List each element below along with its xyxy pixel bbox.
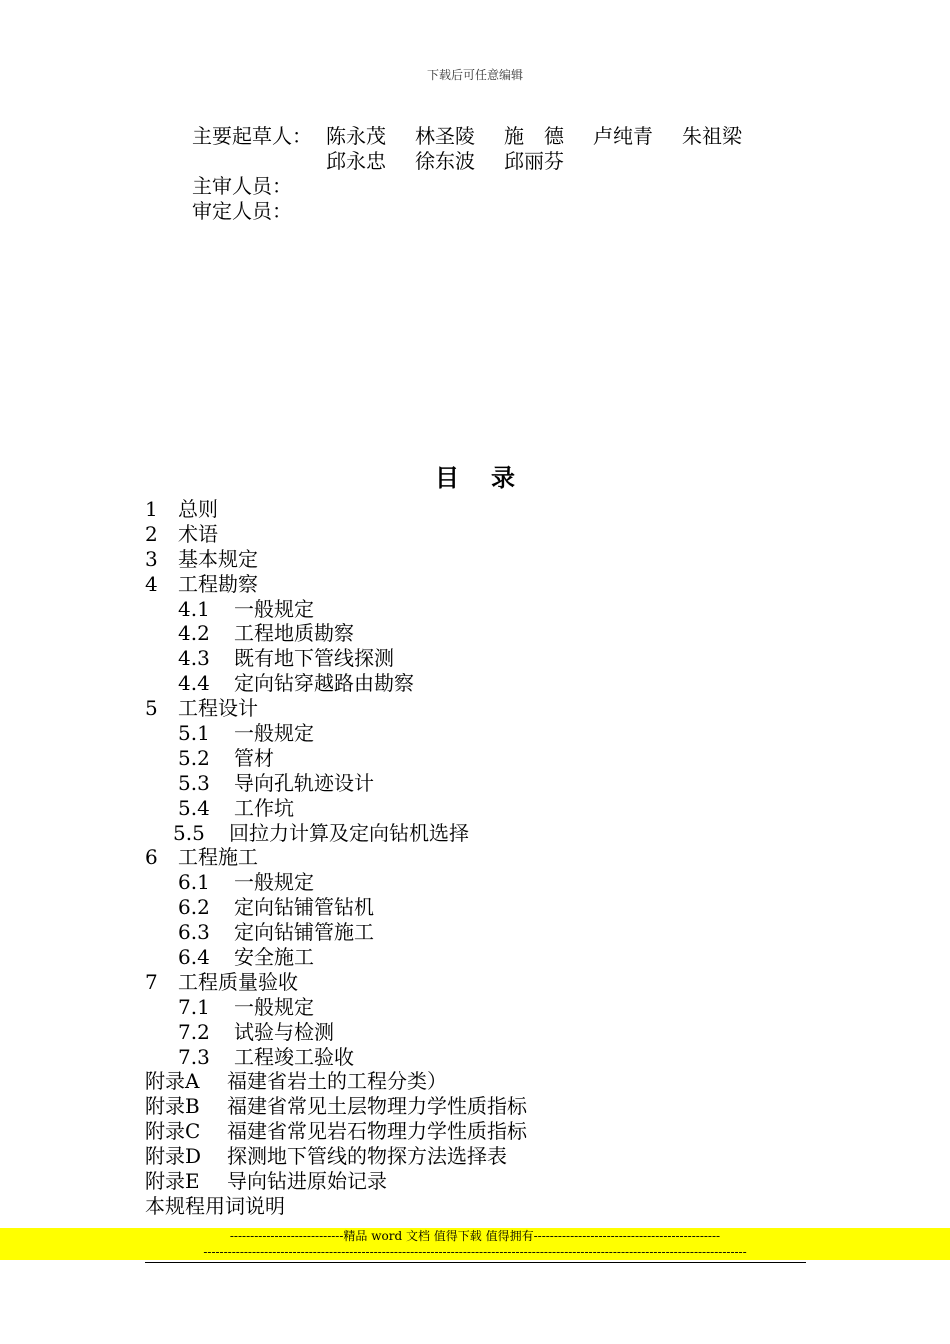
toc-item-label: 一般规定 (234, 870, 314, 895)
toc-subitem[interactable] (145, 646, 527, 671)
toc-item-number: 7.1 (178, 994, 210, 1019)
drafter-name: 林圣陵 (415, 124, 475, 148)
toc-item-number: 附录E (145, 1169, 200, 1194)
drafter-name: 陈永茂 (326, 124, 386, 148)
toc-item-label: 总则 (178, 497, 218, 521)
toc-item-label: 福建省常见岩石物理力学性质指标 (227, 1119, 527, 1144)
toc-item-number: 附录A (145, 1069, 200, 1094)
toc-item-number: 4.3 (178, 646, 210, 671)
toc-subitem[interactable] (145, 821, 527, 846)
toc-item-number: 4.4 (178, 671, 210, 696)
header-note: 下载后可任意编辑 (426, 68, 523, 82)
toc-item-label: 工程施工 (178, 845, 258, 870)
toc-item-number: 1 (145, 497, 158, 521)
toc-appendix[interactable] (145, 1094, 527, 1119)
approver-row (192, 199, 771, 224)
toc-item[interactable] (145, 1194, 527, 1219)
toc-item[interactable] (145, 497, 527, 522)
drafter-name: 徐东波 (415, 149, 475, 173)
reviewer-row (192, 174, 771, 199)
toc-item-number: 附录D (145, 1144, 202, 1169)
toc-item-number: 3 (145, 546, 158, 571)
toc-appendix[interactable] (145, 1069, 527, 1094)
toc-item-label: 本规程用词说明 (145, 1193, 285, 1218)
footer-line-1: ----------------------------精品 word 文档 值得下载 值得拥有---------------------------------------------- (229, 1229, 721, 1243)
toc-item-label: 工作坑 (234, 795, 294, 820)
toc-item-label: 福建省岩土的工程分类） (227, 1069, 447, 1094)
toc-item-label: 一般规定 (234, 721, 314, 746)
toc-item-label: 工程勘察 (178, 571, 258, 596)
toc-appendix[interactable] (145, 1144, 527, 1169)
toc-subitem[interactable] (145, 746, 527, 771)
toc-item-label: 安全施工 (234, 945, 314, 970)
toc-item-label: 定向钻穿越路由勘察 (234, 671, 414, 696)
main-drafters-row (192, 124, 771, 149)
toc-item-number: 5.4 (178, 795, 210, 820)
toc-item-label: 工程质量验收 (178, 969, 298, 994)
toc-item-number: 附录C (145, 1119, 201, 1144)
toc-subitem[interactable] (145, 671, 527, 696)
toc-item-label: 试验与检测 (234, 1019, 334, 1044)
footer-banner (0, 1228, 950, 1260)
toc-item-label: 工程竣工验收 (234, 1044, 354, 1069)
toc-item-label: 探测地下管线的物探方法选择表 (227, 1144, 507, 1169)
toc-item-label: 管材 (234, 745, 274, 770)
main-drafters-label: 主要起草人： (192, 124, 312, 148)
toc-item-number: 7.2 (178, 1019, 210, 1044)
toc-item-label: 一般规定 (234, 994, 314, 1019)
toc-item-number: 5 (145, 696, 158, 721)
toc-subitem[interactable] (145, 920, 527, 945)
toc-item-number: 4.1 (178, 596, 210, 621)
toc-item-number: 6.4 (178, 945, 210, 970)
toc-subitem[interactable] (145, 771, 527, 796)
toc-item-number: 5.3 (178, 770, 210, 795)
drafter-name: 卢纯青 (593, 124, 653, 148)
toc-item[interactable] (145, 572, 527, 597)
toc-subitem[interactable] (145, 621, 527, 646)
toc-item-label: 定向钻铺管施工 (234, 920, 374, 945)
toc-item-label: 工程设计 (178, 696, 258, 721)
toc-item-label: 回拉力计算及定向钻机选择 (229, 820, 469, 845)
toc-item-number: 5.1 (178, 721, 210, 746)
approver-label: 审定人员： (192, 199, 292, 223)
toc-item-number: 7 (145, 969, 158, 994)
toc-item-label: 导向孔轨迹设计 (234, 770, 374, 795)
toc-subitem[interactable] (145, 945, 527, 970)
drafters-block (192, 124, 771, 224)
toc-item-number: 6.2 (178, 895, 210, 920)
reviewer-label: 主审人员： (192, 174, 292, 198)
toc-item[interactable] (145, 845, 527, 870)
toc-title: 目录 (435, 463, 547, 492)
toc-item[interactable] (145, 547, 527, 572)
drafter-name: 邱丽芬 (504, 149, 564, 173)
toc-item-label: 导向钻进原始记录 (227, 1169, 387, 1194)
toc-subitem[interactable] (145, 597, 527, 622)
toc-item-label: 工程地质勘察 (234, 621, 354, 646)
toc-item-label: 定向钻铺管钻机 (234, 895, 374, 920)
toc-item-number: 4.2 (178, 621, 210, 646)
toc-item-label: 既有地下管线探测 (234, 646, 394, 671)
toc-item-label: 术语 (178, 521, 218, 546)
toc-item[interactable] (145, 522, 527, 547)
footer-line-2: -------------------------------------------------------------------------------------------------------------------------------------- (203, 1245, 747, 1259)
toc-item-number: 5.2 (178, 745, 210, 770)
toc-subitem[interactable] (145, 796, 527, 821)
toc-subitem[interactable] (145, 995, 527, 1020)
toc-item-number: 5.5 (173, 820, 205, 845)
toc-item-label: 基本规定 (178, 546, 258, 571)
drafter-name: 施 德 (504, 124, 564, 148)
toc-subitem[interactable] (145, 721, 527, 746)
drafter-name: 邱永忠 (326, 149, 386, 173)
toc-item-number: 6.1 (178, 870, 210, 895)
toc-item-number: 6.3 (178, 920, 210, 945)
toc-item-number: 7.3 (178, 1044, 210, 1069)
toc-appendix[interactable] (145, 1169, 527, 1194)
toc-subitem[interactable] (145, 1045, 527, 1070)
toc-item-number: 6 (145, 845, 158, 870)
toc-item-number: 附录B (145, 1094, 200, 1119)
toc-item[interactable] (145, 970, 527, 995)
toc-item-number: 2 (145, 521, 158, 546)
toc-item-number: 4 (145, 571, 158, 596)
toc-appendix[interactable] (145, 1119, 527, 1144)
toc-item[interactable] (145, 696, 527, 721)
main-drafters-row-2 (192, 149, 771, 174)
toc-subitem[interactable] (145, 870, 527, 895)
toc-item-label: 一般规定 (234, 596, 314, 621)
toc-subitem[interactable] (145, 1020, 527, 1045)
footer-divider (145, 1262, 806, 1263)
toc-subitem[interactable] (145, 895, 527, 920)
table-of-contents (145, 497, 527, 1219)
drafter-name: 朱祖梁 (682, 124, 742, 148)
toc-item-label: 福建省常见土层物理力学性质指标 (227, 1094, 527, 1119)
